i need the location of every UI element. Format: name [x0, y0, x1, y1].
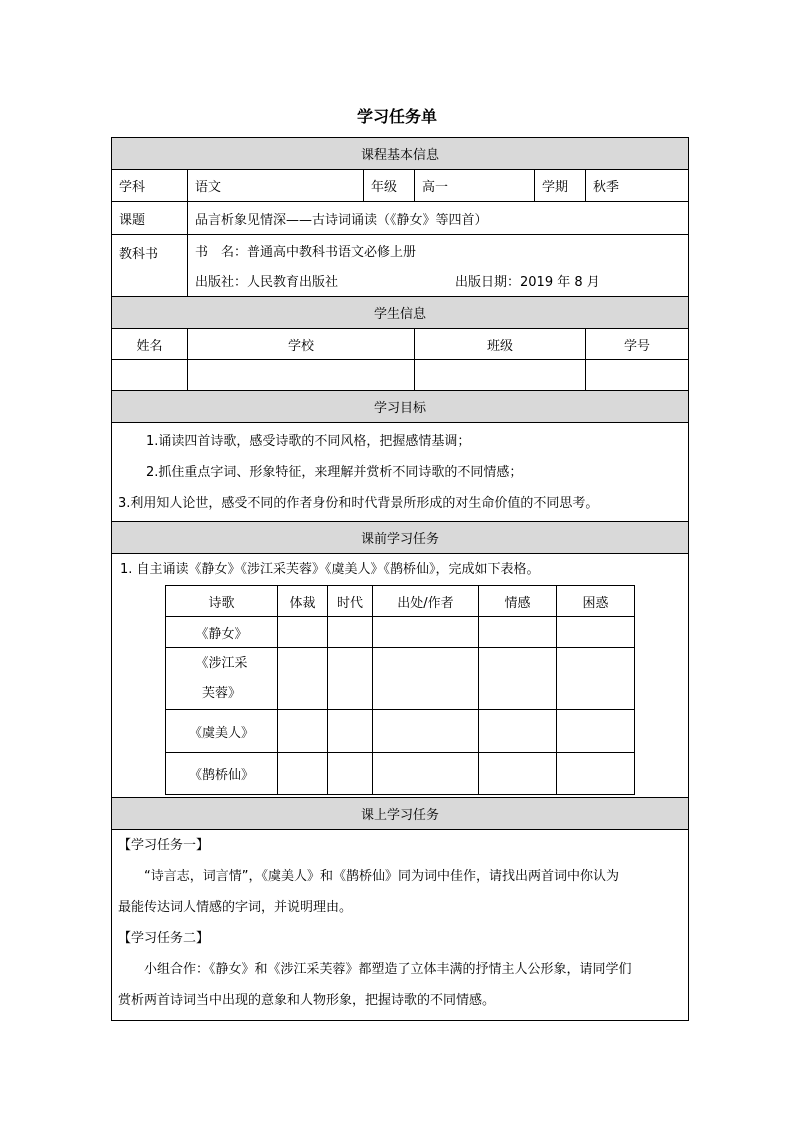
task1-line: 最能传达词人情感的字词，并说明理由。: [118, 900, 353, 915]
subject-label: 学科: [112, 170, 188, 202]
goal-item: 3.利用知人论世，感受不同的作者身份和时代背景所形成的对生命价值的不同思考。: [118, 496, 599, 511]
table-row: [166, 648, 635, 710]
col-student-id: 学号: [586, 329, 689, 360]
textbook-publisher: 出版社：人民教育出版社: [195, 275, 339, 290]
name-field[interactable]: [112, 360, 188, 391]
genre-cell[interactable]: [278, 617, 328, 648]
emotion-cell[interactable]: [479, 710, 557, 753]
task-sheet-table: [111, 137, 689, 1021]
poem-title: 《涉江采芙蓉》: [166, 648, 278, 710]
genre-cell[interactable]: [278, 648, 328, 710]
goal-item: 2.抓住重点字词、形象特征，来理解并赏析不同诗歌的不同情感；: [146, 465, 523, 480]
task1-title: 【学习任务一】: [118, 838, 210, 853]
poem-table: [165, 585, 635, 795]
term-value: 秋季: [586, 170, 689, 202]
col-class: 班级: [415, 329, 586, 360]
poem-title: 《鹊桥仙》: [166, 753, 278, 795]
poem-title: 《虞美人》: [166, 710, 278, 753]
source-cell[interactable]: [373, 617, 479, 648]
student-info-header: 学生信息: [112, 297, 689, 329]
emotion-cell[interactable]: [479, 648, 557, 710]
poem-col-emotion: 情感: [479, 586, 557, 617]
source-cell[interactable]: [373, 753, 479, 795]
confusion-cell[interactable]: [557, 617, 635, 648]
era-cell[interactable]: [328, 617, 373, 648]
student-id-field[interactable]: [586, 360, 689, 391]
poem-col-source-author: 出处/作者: [373, 586, 479, 617]
pre-task-instruction: 1. 自主诵读《静女》《涉江采芙蓉》《虞美人》《鹊桥仙》，完成如下表格。: [120, 562, 540, 577]
era-cell[interactable]: [328, 710, 373, 753]
grade-value: 高一: [415, 170, 535, 202]
task1-line: “诗言志，词言情”，《虞美人》和《鹊桥仙》同为词中佳作，请找出两首词中你认为: [144, 869, 619, 884]
task2-line: 小组合作：《静女》和《涉江采芙蓉》都塑造了立体丰满的抒情主人公形象，请同学们: [144, 962, 632, 977]
poem-col-genre: 体裁: [278, 586, 328, 617]
genre-cell[interactable]: [278, 753, 328, 795]
col-school: 学校: [188, 329, 415, 360]
poem-title: 《静女》: [166, 617, 278, 648]
in-class-task-header: 课上学习任务: [112, 798, 689, 830]
term-label: 学期: [535, 170, 586, 202]
confusion-cell[interactable]: [557, 648, 635, 710]
poem-col-poem: 诗歌: [166, 586, 278, 617]
textbook-label: 教科书: [112, 235, 188, 297]
goal-item: 1.诵读四首诗歌，感受诗歌的不同风格，把握感情基调；: [146, 434, 471, 449]
emotion-cell[interactable]: [479, 617, 557, 648]
topic-label: 课题: [112, 202, 188, 235]
subject-value: 语文: [188, 170, 364, 202]
page-title: 学习任务单: [356, 107, 437, 126]
emotion-cell[interactable]: [479, 753, 557, 795]
textbook-pub-date: 出版日期：2019 年 8 月: [455, 275, 600, 290]
table-row: [166, 710, 635, 753]
task2-title: 【学习任务二】: [118, 931, 210, 946]
table-row: [166, 753, 635, 795]
source-cell[interactable]: [373, 710, 479, 753]
course-info-header: 课程基本信息: [112, 138, 689, 170]
poem-col-era: 时代: [328, 586, 373, 617]
confusion-cell[interactable]: [557, 753, 635, 795]
school-field[interactable]: [188, 360, 415, 391]
genre-cell[interactable]: [278, 710, 328, 753]
goals-header: 学习目标: [112, 391, 689, 423]
col-name: 姓名: [112, 329, 188, 360]
confusion-cell[interactable]: [557, 710, 635, 753]
task2-line: 赏析两首诗词当中出现的意象和人物形象，把握诗歌的不同情感。: [118, 993, 496, 1008]
era-cell[interactable]: [328, 648, 373, 710]
table-row: [166, 617, 635, 648]
pre-task-header: 课前学习任务: [112, 522, 689, 554]
class-field[interactable]: [415, 360, 586, 391]
poem-col-confusion: 困惑: [557, 586, 635, 617]
era-cell[interactable]: [328, 753, 373, 795]
textbook-name: 书 名：普通高中教科书语文必修上册: [195, 245, 417, 260]
topic-value: 品言析象见情深——古诗词诵读（《静女》等四首）: [188, 202, 689, 235]
grade-label: 年级: [364, 170, 415, 202]
source-cell[interactable]: [373, 648, 479, 710]
